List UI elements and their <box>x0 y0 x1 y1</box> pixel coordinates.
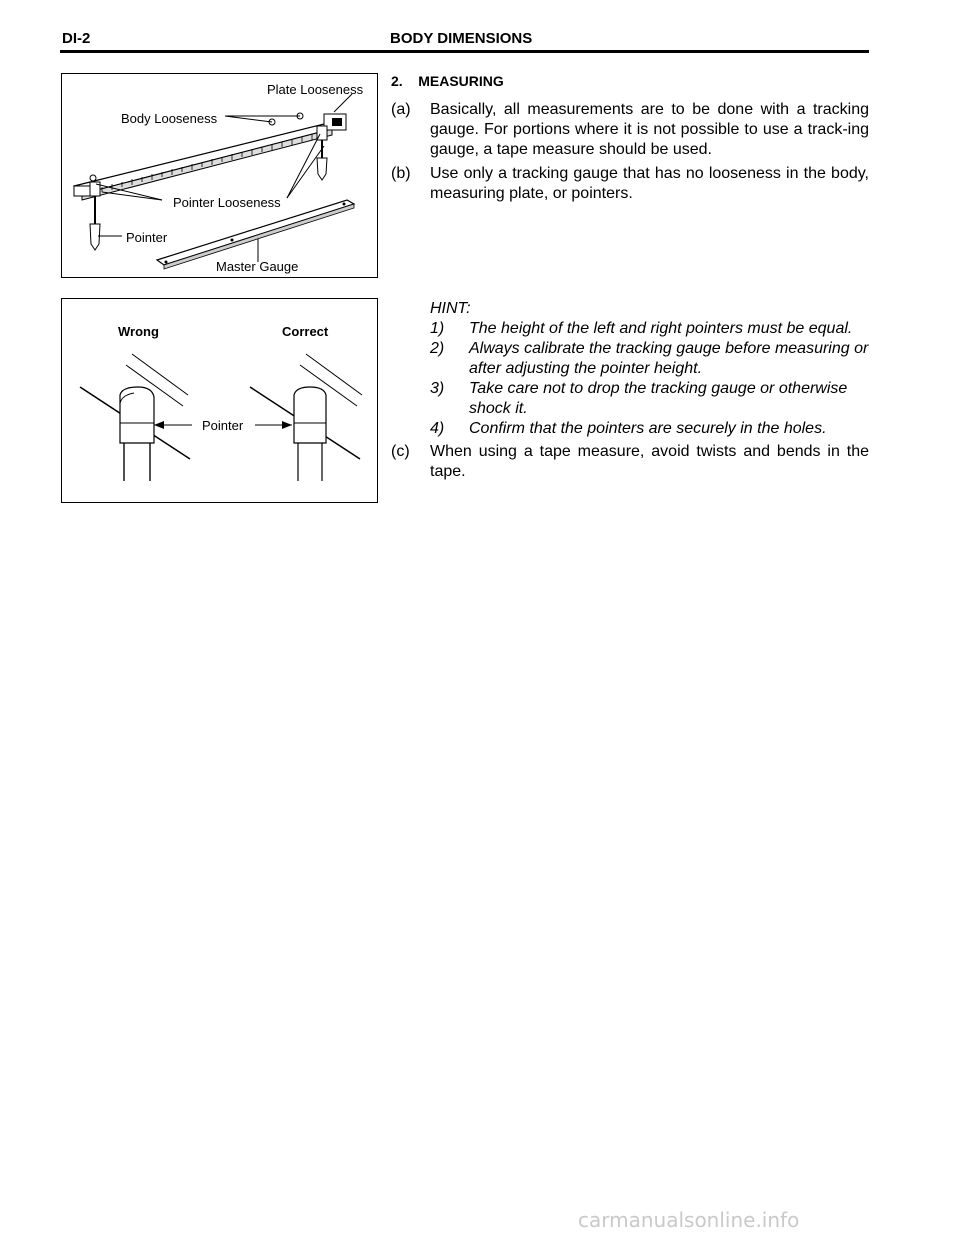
tracking-gauge-illustration <box>62 74 377 277</box>
label-body-looseness: Body Looseness <box>121 111 218 126</box>
hint-item-2-text: Always calibrate the tracking gauge before measuring or after adjusting the pointer height. <box>469 340 869 377</box>
item-c-text: When using a tape measure, avoid twists and bends in the tape. <box>430 443 869 480</box>
item-c-marker: (c) <box>391 443 410 460</box>
pointer-comparison-figure <box>61 298 378 503</box>
hint-item-1-text: The height of the left and right pointers must be equal. <box>469 320 853 337</box>
section-heading: 2. MEASURING <box>391 73 504 89</box>
item-b <box>391 164 869 204</box>
item-b-marker: (b) <box>391 165 411 182</box>
item-a-text: Basically, all measurements are to be done with a tracking gauge. For portions where it is not possible to use a track-ing gauge, a tape measure should be used. <box>430 101 869 158</box>
hint-title: HINT: <box>430 300 471 317</box>
watermark: carmanualsonline.info <box>578 1208 800 1232</box>
label-pointer: Pointer <box>126 230 168 245</box>
page-title: BODY DIMENSIONS <box>390 30 533 47</box>
hint-item-4-text: Confirm that the pointers are securely in the holes. <box>469 420 827 437</box>
label-plate-looseness: Plate Looseness <box>267 82 364 97</box>
pointer-comparison-illustration <box>62 299 377 502</box>
label-wrong: Wrong <box>118 324 159 339</box>
label-master-gauge: Master Gauge <box>216 259 299 274</box>
label-pointer-looseness: Pointer Looseness <box>173 195 281 210</box>
tracking-gauge-figure <box>61 73 378 278</box>
label-correct: Correct <box>282 324 329 339</box>
hint-item-3-num: 3) <box>430 380 445 397</box>
item-b-text: Use only a tracking gauge that has no looseness in the body, measuring plate, or pointers. <box>430 165 869 202</box>
header-rule <box>60 50 869 53</box>
label-pointer-2: Pointer <box>202 418 244 433</box>
page-code: DI-2 <box>62 30 91 47</box>
item-a <box>391 100 869 160</box>
item-c <box>391 442 869 482</box>
hint-item-2-num: 2) <box>430 340 445 357</box>
hint-item-1-num: 1) <box>430 320 445 337</box>
hint-item-3-text: Take care not to drop the tracking gauge or otherwise shock it. <box>469 380 848 417</box>
hint-item-4-num: 4) <box>430 420 445 437</box>
item-a-marker: (a) <box>391 101 411 118</box>
